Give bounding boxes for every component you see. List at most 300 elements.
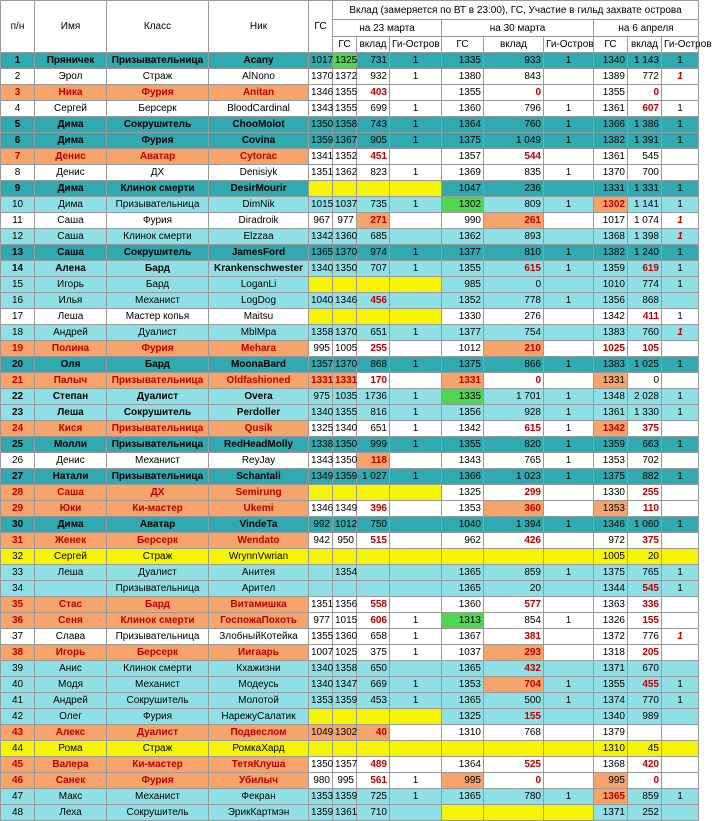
table-row [1, 117, 699, 133]
island-cell: 1 [390, 357, 442, 373]
gs-cell: 1362 [442, 229, 484, 245]
date-header: на 30 марта [442, 20, 594, 37]
contribution-cell: 105 [628, 341, 662, 357]
gs-cell: 1341 [309, 149, 333, 165]
island-cell [390, 373, 442, 389]
contribution-cell: 615 [484, 421, 544, 437]
island-cell: 1 [544, 469, 594, 485]
gs-cell: 1037 [442, 645, 484, 661]
island-cell: 1 [390, 53, 442, 69]
gs-cell: 1318 [594, 645, 628, 661]
table-row [1, 469, 699, 485]
gs-cell: 1325 [442, 485, 484, 501]
island-cell [390, 501, 442, 517]
contribution-cell [357, 549, 390, 565]
name-cell: Юки [35, 501, 107, 517]
num-cell: 16 [1, 293, 35, 309]
table-row [1, 293, 699, 309]
contribution-cell: 0 [628, 85, 662, 101]
class-cell: Клинок смерти [107, 229, 209, 245]
island-cell [390, 597, 442, 613]
sub-header: ГС [333, 37, 357, 53]
gs-cell: 995 [309, 341, 333, 357]
col-num-header: п/н [1, 1, 35, 53]
class-cell: Призывательница [107, 421, 209, 437]
island-cell: 1 [390, 389, 442, 405]
gs-cell: 1035 [333, 389, 357, 405]
sub-header: Ги-Остров [544, 37, 594, 53]
gs-cell: 1350 [333, 453, 357, 469]
contribution-cell: 403 [357, 85, 390, 101]
gs-cell [309, 581, 333, 597]
contribution-cell: 155 [628, 613, 662, 629]
table-row [1, 309, 699, 325]
name-cell: Саша [35, 245, 107, 261]
gs-cell: 1358 [309, 325, 333, 341]
nick-cell: DimNik [209, 197, 309, 213]
table-row [1, 133, 699, 149]
num-cell: 14 [1, 261, 35, 277]
gs-cell: 1340 [309, 405, 333, 421]
contribution-cell: 866 [484, 357, 544, 373]
contribution-cell: 1 025 [628, 357, 662, 373]
num-cell: 11 [1, 213, 35, 229]
island-cell: 1 [390, 437, 442, 453]
num-cell: 23 [1, 405, 35, 421]
contribution-cell: 651 [357, 325, 390, 341]
table-row [1, 581, 699, 597]
island-cell [662, 533, 699, 549]
contribution-cell: 1 074 [628, 213, 662, 229]
num-cell: 47 [1, 789, 35, 805]
island-cell: 1 [390, 629, 442, 645]
contribution-cell: 765 [628, 565, 662, 581]
num-cell: 37 [1, 629, 35, 645]
class-cell: Механист [107, 453, 209, 469]
gs-cell: 1360 [333, 629, 357, 645]
contribution-cell: 882 [628, 469, 662, 485]
island-cell: 1 [544, 133, 594, 149]
gs-cell: 1005 [594, 549, 628, 565]
contribution-cell: 20 [628, 549, 662, 565]
name-cell: Илья [35, 293, 107, 309]
gs-cell: 1346 [309, 501, 333, 517]
name-cell: Игорь [35, 277, 107, 293]
island-cell: 1 [544, 101, 594, 117]
name-cell: Степан [35, 389, 107, 405]
island-cell [662, 741, 699, 757]
island-cell [662, 293, 699, 309]
gs-cell: 1350 [333, 261, 357, 277]
island-cell [544, 661, 594, 677]
gs-cell: 995 [333, 773, 357, 789]
num-cell: 42 [1, 709, 35, 725]
table-row [1, 389, 699, 405]
contribution-cell: 731 [357, 53, 390, 69]
class-cell: Дуалист [107, 565, 209, 581]
class-cell: Клинок смерти [107, 613, 209, 629]
gs-cell: 1350 [309, 757, 333, 773]
island-cell: 1 [662, 245, 699, 261]
table-row [1, 341, 699, 357]
name-cell: Анис [35, 661, 107, 677]
gs-cell: 1365 [442, 581, 484, 597]
num-cell: 29 [1, 501, 35, 517]
contribution-cell: 816 [357, 405, 390, 421]
contribution-cell: 1 023 [484, 469, 544, 485]
contribution-cell: 396 [357, 501, 390, 517]
gs-cell: 1342 [442, 421, 484, 437]
num-cell: 12 [1, 229, 35, 245]
gs-cell: 1302 [333, 725, 357, 741]
contribution-cell: 411 [628, 309, 662, 325]
name-cell: Леша [35, 405, 107, 421]
contribution-cell: 420 [628, 757, 662, 773]
nick-cell: Убилыч [209, 773, 309, 789]
gs-cell: 1359 [309, 805, 333, 821]
name-cell: Алена [35, 261, 107, 277]
island-cell [662, 613, 699, 629]
gs-cell: 1370 [333, 245, 357, 261]
nick-cell: Модеусь [209, 677, 309, 693]
name-cell: Леша [35, 309, 107, 325]
class-cell: Аватар [107, 149, 209, 165]
table-caption: Вклад (замеряется по ВТ в 23:00), ГС, Участие в гильд захвате острова [333, 1, 699, 20]
gs-cell: 980 [309, 773, 333, 789]
contribution-cell: 1 386 [628, 117, 662, 133]
island-cell [662, 501, 699, 517]
gs-cell: 1359 [594, 261, 628, 277]
gs-cell: 1040 [309, 293, 333, 309]
contribution-cell: 905 [357, 133, 390, 149]
gs-cell: 1355 [442, 85, 484, 101]
contribution-cell: 823 [357, 165, 390, 181]
island-cell: 1 [544, 789, 594, 805]
island-cell: 1 [390, 117, 442, 133]
gs-cell: 1383 [594, 357, 628, 373]
contribution-cell: 261 [484, 213, 544, 229]
gs-cell: 1047 [442, 181, 484, 197]
contribution-cell: 778 [484, 293, 544, 309]
contribution-cell: 735 [357, 197, 390, 213]
nick-cell: WrynnVwrian [209, 549, 309, 565]
num-cell: 48 [1, 805, 35, 821]
nick-cell: AlNono [209, 69, 309, 85]
gs-cell [309, 181, 333, 197]
gs-cell [333, 309, 357, 325]
contribution-cell: 293 [484, 645, 544, 661]
num-cell: 34 [1, 581, 35, 597]
contribution-cell: 615 [484, 261, 544, 277]
contribution-cell: 933 [484, 53, 544, 69]
contribution-cell: 1 391 [628, 133, 662, 149]
island-cell: 1 [662, 309, 699, 325]
island-cell [390, 533, 442, 549]
name-cell: Стас [35, 597, 107, 613]
gs-cell: 1349 [333, 501, 357, 517]
gs-cell: 1325 [333, 53, 357, 69]
gs-cell: 1360 [442, 597, 484, 613]
table-row [1, 101, 699, 117]
island-cell: 1 [662, 677, 699, 693]
island-cell [662, 773, 699, 789]
gs-cell: 1356 [333, 597, 357, 613]
contribution-cell: 704 [484, 677, 544, 693]
island-cell: 1 [662, 517, 699, 533]
class-cell: Призывательница [107, 373, 209, 389]
contribution-cell: 451 [357, 149, 390, 165]
gs-cell: 1344 [594, 581, 628, 597]
gs-cell: 1359 [333, 469, 357, 485]
island-cell: 1 [544, 117, 594, 133]
contribution-cell: 707 [357, 261, 390, 277]
island-cell [544, 325, 594, 341]
contribution-cell: 999 [357, 437, 390, 453]
nick-cell: Schantali [209, 469, 309, 485]
num-cell: 26 [1, 453, 35, 469]
gs-cell: 967 [309, 213, 333, 229]
sub-header: ГС [442, 37, 484, 53]
island-cell [544, 597, 594, 613]
name-cell: Санек [35, 773, 107, 789]
class-cell: Берсерк [107, 645, 209, 661]
name-cell: Натали [35, 469, 107, 485]
num-cell: 46 [1, 773, 35, 789]
table-row [1, 773, 699, 789]
nick-cell: Acany [209, 53, 309, 69]
island-cell: 1 [390, 133, 442, 149]
table-row [1, 149, 699, 165]
island-cell [544, 709, 594, 725]
class-cell: Призывательница [107, 629, 209, 645]
name-cell: Дима [35, 197, 107, 213]
num-cell: 22 [1, 389, 35, 405]
island-cell: 1 [662, 693, 699, 709]
contribution-cell: 650 [357, 661, 390, 677]
contribution-cell [357, 565, 390, 581]
island-cell: 1 [662, 261, 699, 277]
class-cell: Страж [107, 69, 209, 85]
island-cell [544, 229, 594, 245]
island-cell: 1 [544, 693, 594, 709]
gs-cell: 1331 [309, 373, 333, 389]
island-cell: 1 [544, 565, 594, 581]
class-cell: Фурия [107, 773, 209, 789]
gs-cell: 1017 [309, 53, 333, 69]
island-cell [544, 741, 594, 757]
gs-cell: 1025 [594, 341, 628, 357]
island-cell [390, 709, 442, 725]
island-cell [544, 757, 594, 773]
sub-header: Ги-Остров [662, 37, 699, 53]
nick-cell: Подвеслом [209, 725, 309, 741]
nick-cell: Denisiyk [209, 165, 309, 181]
contribution-cell: 859 [628, 789, 662, 805]
contribution-cell: 426 [484, 533, 544, 549]
table-row [1, 357, 699, 373]
contribution-cell: 928 [484, 405, 544, 421]
island-cell [544, 309, 594, 325]
gs-cell [333, 581, 357, 597]
island-cell [390, 293, 442, 309]
island-cell: 1 [662, 789, 699, 805]
nick-cell: MoonaBard [209, 357, 309, 373]
nick-cell: ChooMolot [209, 117, 309, 133]
name-cell: Ника [35, 85, 107, 101]
class-cell: Призывательница [107, 53, 209, 69]
contribution-cell: 577 [484, 597, 544, 613]
num-cell: 44 [1, 741, 35, 757]
contribution-cell: 155 [484, 709, 544, 725]
name-cell: Олег [35, 709, 107, 725]
name-cell: Кися [35, 421, 107, 437]
contribution-cell: 1 060 [628, 517, 662, 533]
gs-cell: 1012 [333, 517, 357, 533]
contribution-cell: 375 [628, 421, 662, 437]
contribution-cell: 760 [484, 117, 544, 133]
gs-cell: 1330 [442, 309, 484, 325]
gs-cell: 975 [309, 389, 333, 405]
nick-cell: Арител [209, 581, 309, 597]
nick-cell: Oldfashioned [209, 373, 309, 389]
gs-cell: 1347 [333, 677, 357, 693]
contribution-cell: 118 [357, 453, 390, 469]
class-cell: Механист [107, 789, 209, 805]
gs-cell: 1365 [442, 565, 484, 581]
gs-cell [309, 709, 333, 725]
gs-cell [442, 549, 484, 565]
class-cell: Клинок смерти [107, 661, 209, 677]
table-row [1, 261, 699, 277]
gs-cell: 1370 [333, 357, 357, 373]
gs-cell: 1049 [309, 725, 333, 741]
table-row [1, 805, 699, 821]
class-cell: Дуалист [107, 389, 209, 405]
island-cell [544, 805, 594, 821]
nick-cell: Anitan [209, 85, 309, 101]
name-cell [35, 581, 107, 597]
gs-cell: 1343 [309, 101, 333, 117]
contribution-cell: 1 331 [628, 181, 662, 197]
gs-cell: 1340 [594, 709, 628, 725]
contribution-cell: 893 [484, 229, 544, 245]
gs-cell: 1353 [309, 693, 333, 709]
table-row [1, 517, 699, 533]
nick-cell: DesirMourir [209, 181, 309, 197]
contribution-cell [357, 709, 390, 725]
contribution-cell: 40 [357, 725, 390, 741]
contribution-cell: 619 [628, 261, 662, 277]
island-cell [544, 501, 594, 517]
contribution-cell: 255 [628, 485, 662, 501]
contribution-cell: 0 [484, 277, 544, 293]
class-cell: Призывательница [107, 197, 209, 213]
class-cell: Сокрушитель [107, 693, 209, 709]
gs-cell [333, 277, 357, 293]
table-row [1, 197, 699, 213]
island-cell [544, 149, 594, 165]
island-cell [662, 549, 699, 565]
class-cell: Призывательница [107, 469, 209, 485]
contribution-cell: 760 [628, 325, 662, 341]
name-cell: Леха [35, 805, 107, 821]
gs-cell: 1365 [442, 693, 484, 709]
contribution-cell: 500 [484, 693, 544, 709]
gs-cell: 1040 [442, 517, 484, 533]
num-cell: 35 [1, 597, 35, 613]
gs-cell [309, 741, 333, 757]
island-cell [390, 565, 442, 581]
gs-cell [309, 309, 333, 325]
num-cell: 19 [1, 341, 35, 357]
contribution-cell [484, 805, 544, 821]
island-cell [662, 661, 699, 677]
contribution-cell: 796 [484, 101, 544, 117]
gs-cell: 1368 [594, 757, 628, 773]
island-cell: 1 [662, 101, 699, 117]
gs-cell: 1372 [333, 69, 357, 85]
gs-cell [309, 549, 333, 565]
island-cell: 1 [662, 277, 699, 293]
gs-cell: 1353 [442, 501, 484, 517]
island-cell: 1 [544, 677, 594, 693]
table-row [1, 229, 699, 245]
class-cell: Страж [107, 549, 209, 565]
num-cell: 27 [1, 469, 35, 485]
table-row [1, 277, 699, 293]
num-cell: 33 [1, 565, 35, 581]
contribution-cell: 252 [628, 805, 662, 821]
contribution-cell [357, 485, 390, 501]
contribution-cell: 1 701 [484, 389, 544, 405]
contribution-cell: 1 394 [484, 517, 544, 533]
island-cell [390, 581, 442, 597]
class-cell: Ки-мастер [107, 757, 209, 773]
num-cell: 15 [1, 277, 35, 293]
island-cell: 1 [544, 517, 594, 533]
island-cell: 1 [390, 101, 442, 117]
num-cell: 24 [1, 421, 35, 437]
name-cell: Андрей [35, 693, 107, 709]
island-cell: 1 [544, 261, 594, 277]
island-cell [544, 277, 594, 293]
island-cell [544, 645, 594, 661]
nick-cell: JamesFord [209, 245, 309, 261]
contribution-cell: 210 [484, 341, 544, 357]
island-cell: 1 [390, 421, 442, 437]
gs-cell: 1349 [309, 469, 333, 485]
gs-cell: 1359 [309, 133, 333, 149]
contribution-cell: 776 [628, 629, 662, 645]
contribution-cell: 651 [357, 421, 390, 437]
island-cell [390, 485, 442, 501]
contribution-cell: 544 [484, 149, 544, 165]
island-cell: 1 [662, 213, 699, 229]
contribution-cell: 375 [628, 533, 662, 549]
name-cell: Саша [35, 485, 107, 501]
gs-cell: 1360 [442, 101, 484, 117]
name-cell: Оля [35, 357, 107, 373]
gs-cell [309, 485, 333, 501]
class-cell: ДХ [107, 485, 209, 501]
gs-cell: 1355 [309, 629, 333, 645]
island-cell [390, 453, 442, 469]
gs-cell: 1340 [309, 661, 333, 677]
gs-cell: 1374 [594, 693, 628, 709]
class-cell: Сокрушитель [107, 245, 209, 261]
gs-cell: 1005 [333, 341, 357, 357]
col-nick-header: Ник [209, 1, 309, 53]
